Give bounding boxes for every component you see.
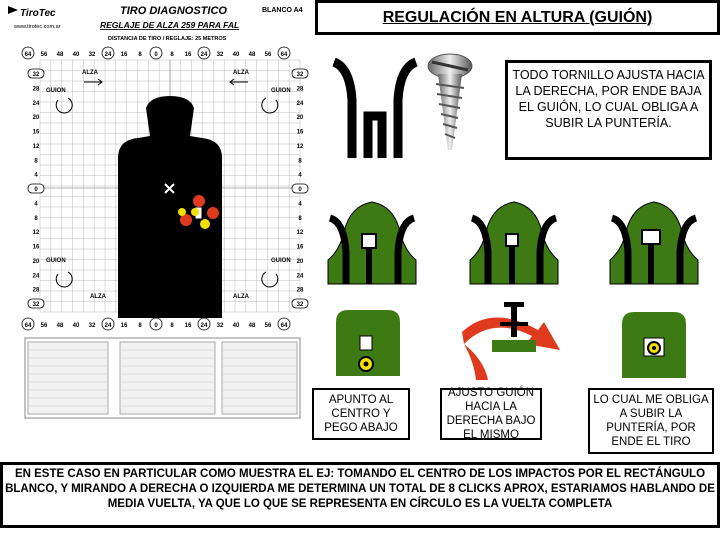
scale-tick-label: 56 — [40, 52, 48, 58]
scale-tick-label: 56 — [264, 323, 272, 329]
scale-tick-label: 24 — [296, 273, 304, 280]
scale-tick-label: 48 — [248, 52, 256, 58]
scale-tick-label: 16 — [296, 129, 304, 136]
scale-tick-label: 24 — [104, 323, 112, 329]
scale-tick-label: 32 — [32, 302, 40, 308]
scale-tick-label: 16 — [32, 244, 40, 251]
sheet-label: BLANCO A4 — [262, 7, 303, 14]
scale-tick-label: 12 — [32, 143, 40, 150]
scale-tick-label: 28 — [32, 287, 40, 294]
scale-tick-label: 32 — [296, 302, 304, 308]
scale-tick-label: 12 — [296, 230, 304, 237]
alza-label-tr: ALZA — [233, 70, 249, 76]
scale-tick-label: 40 — [72, 323, 80, 329]
scale-tick-label: 48 — [56, 323, 64, 329]
sight-step-3 — [604, 196, 704, 288]
scale-tick-label: 24 — [200, 323, 208, 329]
scale-tick-label: 12 — [296, 143, 304, 150]
scale-tick-label: 20 — [296, 115, 304, 122]
caption-aim-center: APUNTO AL CENTRO Y PEGO ABAJO — [312, 388, 410, 440]
scale-tick-label: 48 — [56, 52, 64, 58]
scale-tick-label: 32 — [216, 323, 224, 329]
scale-tick-label: 0 — [298, 187, 302, 193]
brand-name: TiroTec — [20, 8, 56, 19]
brand-site: www.tirotec.com.ar — [14, 24, 61, 30]
scale-tick-label: 4 — [298, 201, 302, 208]
scale-tick-label: 12 — [32, 230, 40, 237]
scale-tick-label: 40 — [232, 52, 240, 58]
scale-tick-label: 4 — [298, 172, 302, 179]
guion-label-tr: GUION — [271, 88, 291, 94]
scale-tick-label: 16 — [32, 129, 40, 136]
scale-tick-label: 0 — [154, 323, 158, 329]
scale-tick-label: 8 — [34, 158, 38, 165]
alza-label-br: ALZA — [233, 294, 249, 300]
scale-tick-label: 20 — [32, 258, 40, 265]
scale-tick-label: 16 — [184, 323, 192, 329]
target-result-3 — [620, 310, 688, 380]
diagnostic-target-sheet — [0, 0, 315, 462]
scale-tick-label: 24 — [296, 100, 304, 107]
explanation-text: EN ESTE CASO EN PARTICULAR COMO MUESTRA EL EJ: TOMANDO EL CENTRO DE LOS IMPACTOS POR EL RECTÁNGULO BLANCO, Y MIRANDO A DERECHA O IZQUIERDA ME DETERMINA UN TOTAL DE 8 CLICKS APROX, ESTARIAMOS HABLANDO DE MEDIA VUELTA, YA QUE LO QUE SE REPRESENTA EN CÍRCULO ES LA VUELTA COMPLETA — [0, 462, 720, 528]
screw-note: TODO TORNILLO AJUSTA HACIA LA DERECHA, POR ENDE BAJA EL GUIÓN, LO CUAL OBLIGA A SUBIR LA PUNTERÍA. — [505, 60, 712, 160]
scale-tick-label: 32 — [296, 72, 304, 78]
scale-tick-label: 64 — [24, 52, 32, 58]
scale-tick-label: 20 — [296, 258, 304, 265]
scale-tick-label: 16 — [120, 52, 128, 58]
scale-tick-label: 4 — [34, 172, 38, 179]
scale-tick-label: 16 — [184, 52, 192, 58]
scale-tick-label: 8 — [298, 158, 302, 165]
scale-tick-label: 8 — [298, 215, 302, 222]
scale-tick-label: 32 — [216, 52, 224, 58]
scale-tick-label: 64 — [24, 323, 32, 329]
scale-tick-label: 24 — [32, 273, 40, 280]
screw-icon — [424, 50, 476, 155]
sheet-subtitle: REGLAJE DE ALZA 259 PARA FAL — [100, 20, 240, 30]
distance-note: DISTANCIA DE TIRO / REGLAJE: 25 METROS — [108, 36, 227, 42]
scale-tick-label: 24 — [104, 52, 112, 58]
scale-tick-label: 64 — [280, 52, 288, 58]
scale-tick-label: 40 — [232, 323, 240, 329]
scale-tick-label: 8 — [170, 52, 174, 58]
scale-tick-label: 28 — [296, 86, 304, 93]
caption-adjust-right: AJUSTO GUIÓN HACIA LA DERECHA BAJO EL MISMO — [440, 388, 542, 440]
scale-tick-label: 8 — [170, 323, 174, 329]
record-form — [25, 338, 300, 418]
page-banner-title: REGULACIÓN EN ALTURA (GUIÓN) — [315, 0, 720, 35]
guion-label-br: GUION — [271, 258, 291, 264]
scale-tick-label: 40 — [72, 52, 80, 58]
scale-tick-label: 16 — [296, 244, 304, 251]
adjust-right-illustration — [462, 302, 582, 382]
scale-tick-label: 16 — [120, 323, 128, 329]
scale-tick-label: 24 — [200, 52, 208, 58]
scale-tick-label: 8 — [138, 323, 142, 329]
scale-tick-label: 32 — [32, 72, 40, 78]
sight-post-outline — [330, 50, 420, 160]
scale-tick-label: 56 — [264, 52, 272, 58]
scale-tick-label: 24 — [32, 100, 40, 107]
scale-tick-label: 8 — [138, 52, 142, 58]
scale-tick-label: 56 — [40, 323, 48, 329]
sight-step-1 — [322, 196, 422, 288]
alza-label-tl: ALZA — [82, 70, 98, 76]
scale-tick-label: 28 — [32, 86, 40, 93]
scale-tick-label: 0 — [34, 187, 38, 193]
scale-tick-label: 32 — [88, 323, 96, 329]
target-result-1 — [334, 308, 402, 378]
guion-label-tl: GUION — [46, 88, 66, 94]
guion-label-bl: GUION — [46, 258, 66, 264]
scale-tick-label: 64 — [280, 323, 288, 329]
scale-tick-label: 8 — [34, 215, 38, 222]
scale-tick-label: 48 — [248, 323, 256, 329]
scale-tick-label: 20 — [32, 115, 40, 122]
sight-step-2 — [464, 196, 564, 288]
sheet-title: TIRO DIAGNOSTICO — [120, 5, 227, 17]
scale-tick-label: 28 — [296, 287, 304, 294]
scale-tick-label: 32 — [88, 52, 96, 58]
caption-aim-higher: LO CUAL ME OBLIGA A SUBIR LA PUNTERÍA, POR ENDE EL TIRO — [588, 388, 714, 454]
scale-tick-label: 0 — [154, 52, 158, 58]
alza-label-bl: ALZA — [90, 294, 106, 300]
scale-tick-label: 4 — [34, 201, 38, 208]
